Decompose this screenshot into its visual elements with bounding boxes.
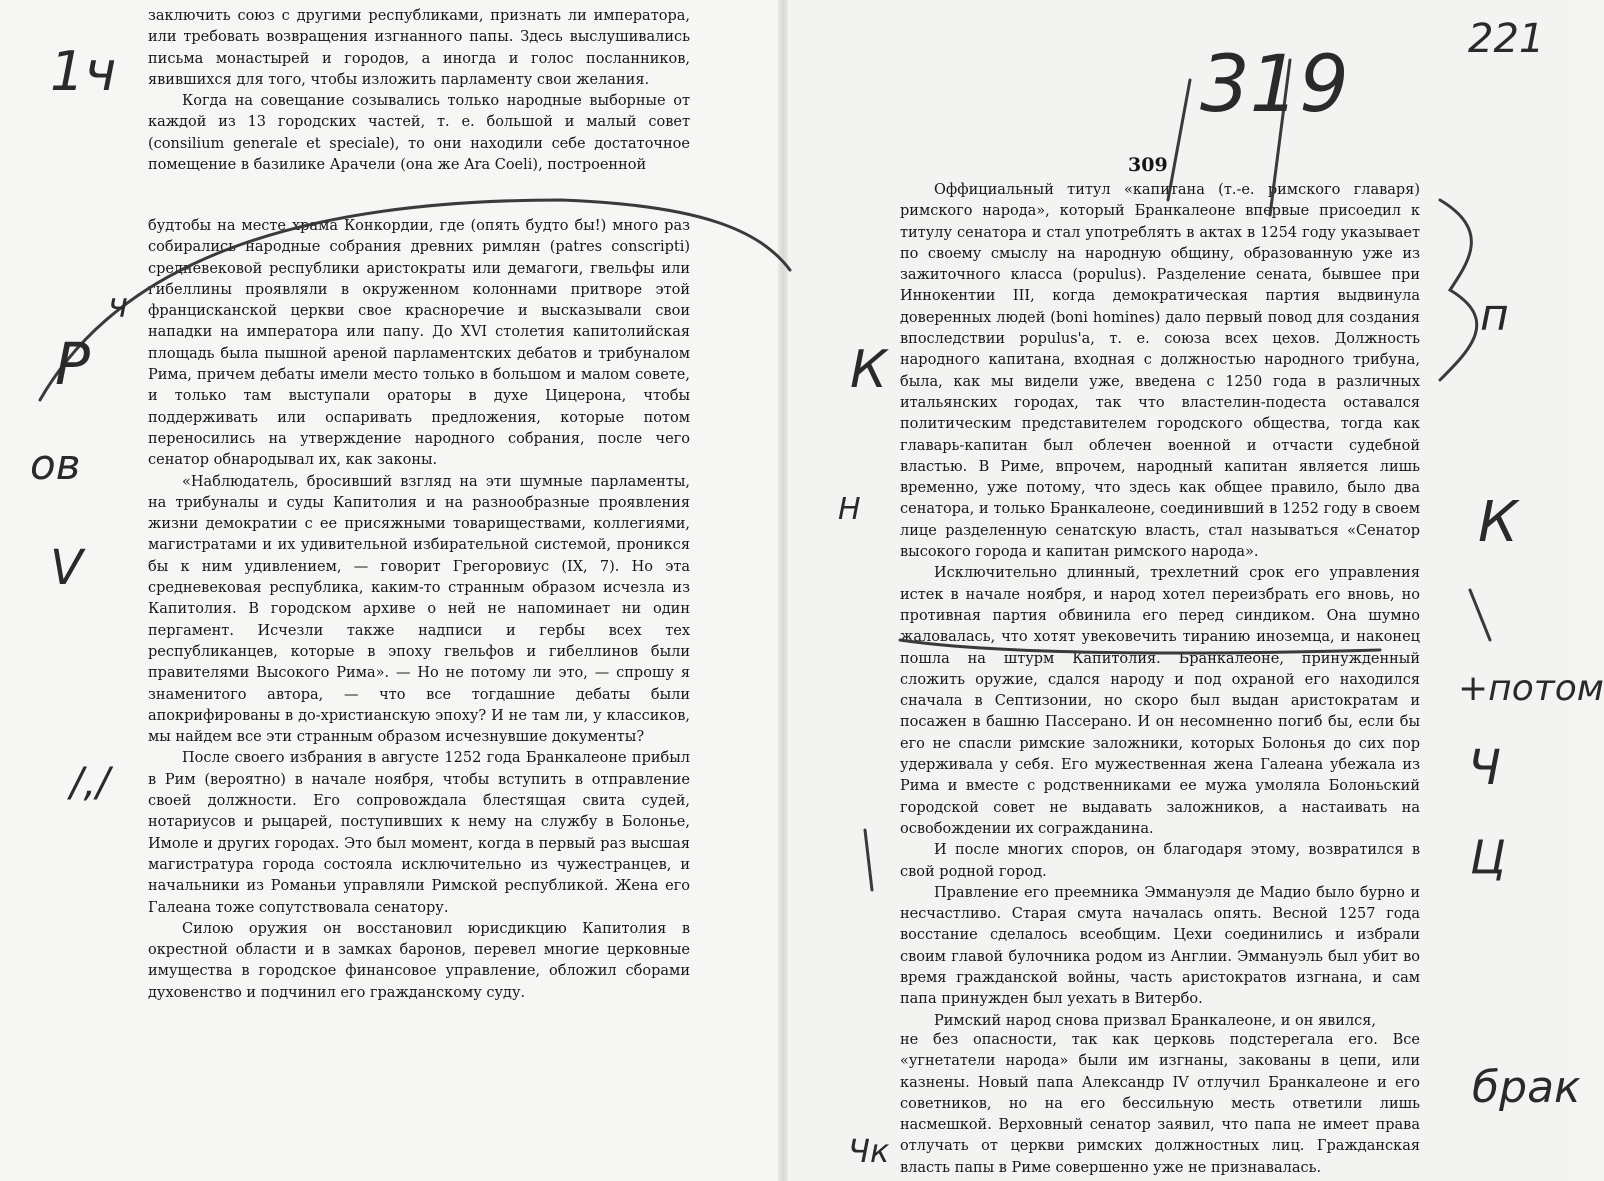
paragraph: Когда на совещание созывались только народные выборные от каждой из 13 городских частей, т. е. большой и малый совет (consilium generale et speciale), то они находили себе достаточное помещение в базилике Арачели (она же Ara Coeli), построенной <box>148 93 690 174</box>
paragraph: Исключительно длинный, трехлетний срок его управления истек в начале ноября, и народ хотел переизбрать его вновь, но противная партия обвинила его перед синдиком. Она шумно жаловалась, что хотят увековечить тиранию иноземца, и наконец пошла на штурм Капитолия. Бранкалеоне, принужденный сложить оружие, сдался народу и под охраной его находился сначала в Септизонии, но скоро был выдан аристократам и посажен в башню Пассерано. И он несомненно погиб бы, если бы его не спасли римские заложники, которых Болонья до сих пор удерживала у себя. Его мужественная жена Галеана убежала из Рима и вместе с родственниками ее мужа умоляла Болоньский городской совет не выдавать заложников, а настаивать на освобождении их согражданина. <box>900 565 1420 837</box>
margin-note: 1ч <box>50 40 117 103</box>
margin-note: Ц <box>1470 830 1506 884</box>
handwritten-page-number: 221 <box>1468 16 1545 62</box>
pen-brace-stroke <box>1440 200 1477 380</box>
paragraph: «Наблюдатель, бросивший взгляд на эти шумные парламенты, на трибуналы и суды Капитолия и на разнообразные проявления жизни демократии с ее присяжными товариществами, коллегиями, магистратами и их удивительной избирательной системой, проникся бы к ним удивлением, — говорит Грегоровиус (IX, 7). Но эта средневековая республика, каким-то странным образом исчезла из Капитолия. В городском архиве о ней не напоминает ни один пергамент. Исчезли также надписи и гербы всех тех республиканцев, которые в эпоху гвельфов и гибеллинов были правителями Высокого Рима». — Но не потому ли это, — спрошу я знаменитого автора, — что все тогдашние дебаты были апокрифированы в до-христианскую эпоху? И не там ли, у классиков, мы найдем все эти странным образом исчезнувшие документы? <box>148 473 690 746</box>
paragraph: Силою оружия он восстановил юрисдикцию Капитолия в окрестной области и в замках баронов, перевел многие церковные имущества в городское финансовое управление, обложил сборами духовенство и подчинил его гражданскому суду. <box>148 920 690 1001</box>
margin-note: ов <box>30 440 81 489</box>
pen-tick-stroke <box>865 830 872 890</box>
pen-tick-stroke <box>1168 80 1190 200</box>
paragraph: Правление его преемника Эммануэля де Мадио было бурно и несчастливо. Старая смута началась опять. Весной 1257 года восстание сделалось всеобщим. Цехи соединились и избрали своим главой булочника родом из Англии. Эммануэль был убит во время гражданской войны, часть аристократов изгнана, и сам папа принужден был уехать в Витербо. <box>900 884 1420 1008</box>
handwritten-number: 319 <box>1200 40 1349 130</box>
margin-note: /,/ <box>70 760 110 806</box>
pen-tick-stroke <box>1470 590 1490 640</box>
paragraph: Оффициальный титул «капитана (т.-е. римского главаря) римского народа», который Бранкалеоне впервые присоедил к титулу сенатора и стал употреблять в актах в 1254 году указывает по своему смыслу на народную общину, образованную уже из зажиточного класса (populus). Разделение сената, бывшее при Иннокентии III, когда демократическая партия выдвинула доверенных людей (boni homines) дало первый повод для создания впоследствии populus'а, т. е. союза всех цехов. Должность народного капитана, входная с должностью народного трибуна, была, как мы видели уже, введена с 1250 года в различных итальянских городах, так что властелин-подеста оставался политическим представителем городского общества, тогда как главарь-капитан был облечен военной и отчасти судебной властью. В Риме, впрочем, народный капитан является лишь временно, уже потому, что здесь как общее правило, было два сенатора, и только Бранкалеоне, соединивший в 1252 году в своем лице разделенную сенатскую власть, стал называться «Сенатор высокого города и капитан римского народа». <box>900 182 1420 561</box>
page-number: 309 <box>1128 154 1168 176</box>
margin-note: К <box>850 340 887 400</box>
paragraph: заключить союз с другими республиками, признать ли императора, или требовать возвращения изгнанного папы. Здесь выслушивались письма монастырей и городов, а иногда и голос посланников, явившихся для того, чтобы изложить парламенту свои желания. <box>148 8 690 88</box>
paragraph: Римский народ снова призвал Бранкалеоне, и он явился, <box>934 1012 1377 1029</box>
paragraph: И после многих споров, он благодаря этому, возвратился в свой родной город. <box>900 842 1420 880</box>
margin-note: брак <box>1472 1062 1581 1113</box>
margin-note: ч <box>108 286 129 326</box>
paragraph: будтобы на месте храма Конкордии, где (опять будто бы!) много раз собирались народные собрания древних римлян (patres conscripti) средневековой республики аристократы или демагоги, гвельфы или гибеллины проявляли в окруженном колоннами притворе этой францисканской церкви свое красноречие и высказывали свои нападки на императора или папу. До XVI столетия капитолийская площадь была пышной ареной парламентских дебатов и трибуналом Рима, причем дебаты имели место только в большом и малом совете, и только там выступали ораторы в духе Цицерона, чтобы поддерживать или оспаривать предложения, которые потом переносились на утверждение народного собрания, после чего сенатор обнародывал их, как законы. <box>148 218 690 469</box>
margin-note: К <box>1478 490 1518 555</box>
margin-note: Ч <box>1468 740 1501 796</box>
margin-note: Н <box>838 492 861 527</box>
margin-note: п <box>1480 290 1509 341</box>
margin-note: +потом <box>1458 668 1604 709</box>
paragraph: После своего избрания в августе 1252 года Бранкалеоне прибыл в Рим (вероятно) в начале ноября, чтобы вступить в отправление своей должности. Его сопровождала блестящая свита судей, нотариусов и рыцарей, поступивших к нему на службу в Болонье, Имоле и других городах. Это был момент, когда в первый раз высшая магистратура города состояла исключительно из чужестранцев, и начальники из Романьи управляли Римской республикой. Жена его Галеана тоже сопутствовала сенатору. <box>148 750 690 916</box>
pen-arc-stroke <box>40 200 790 400</box>
margin-note: Чк <box>848 1132 890 1170</box>
pen-arc-stroke <box>900 640 1380 653</box>
margin-note: Р <box>55 330 90 398</box>
margin-note: V <box>50 540 83 596</box>
paragraph: не без опасности, так как церковь подстерегала его. Все «угнетатели народа» были им изгнаны, закованы в цепи, или казнены. Новый папа Александр IV отлучил Бранкалеоне и его советников, но на его бессильную месть ответили лишь насмешкой. Верховный сенатор заявил, что папа не имеет права отлучать от церкви римских должностных лиц. Гражданская власть папы в Риме совершенно уже не признавалась. <box>900 1032 1420 1176</box>
